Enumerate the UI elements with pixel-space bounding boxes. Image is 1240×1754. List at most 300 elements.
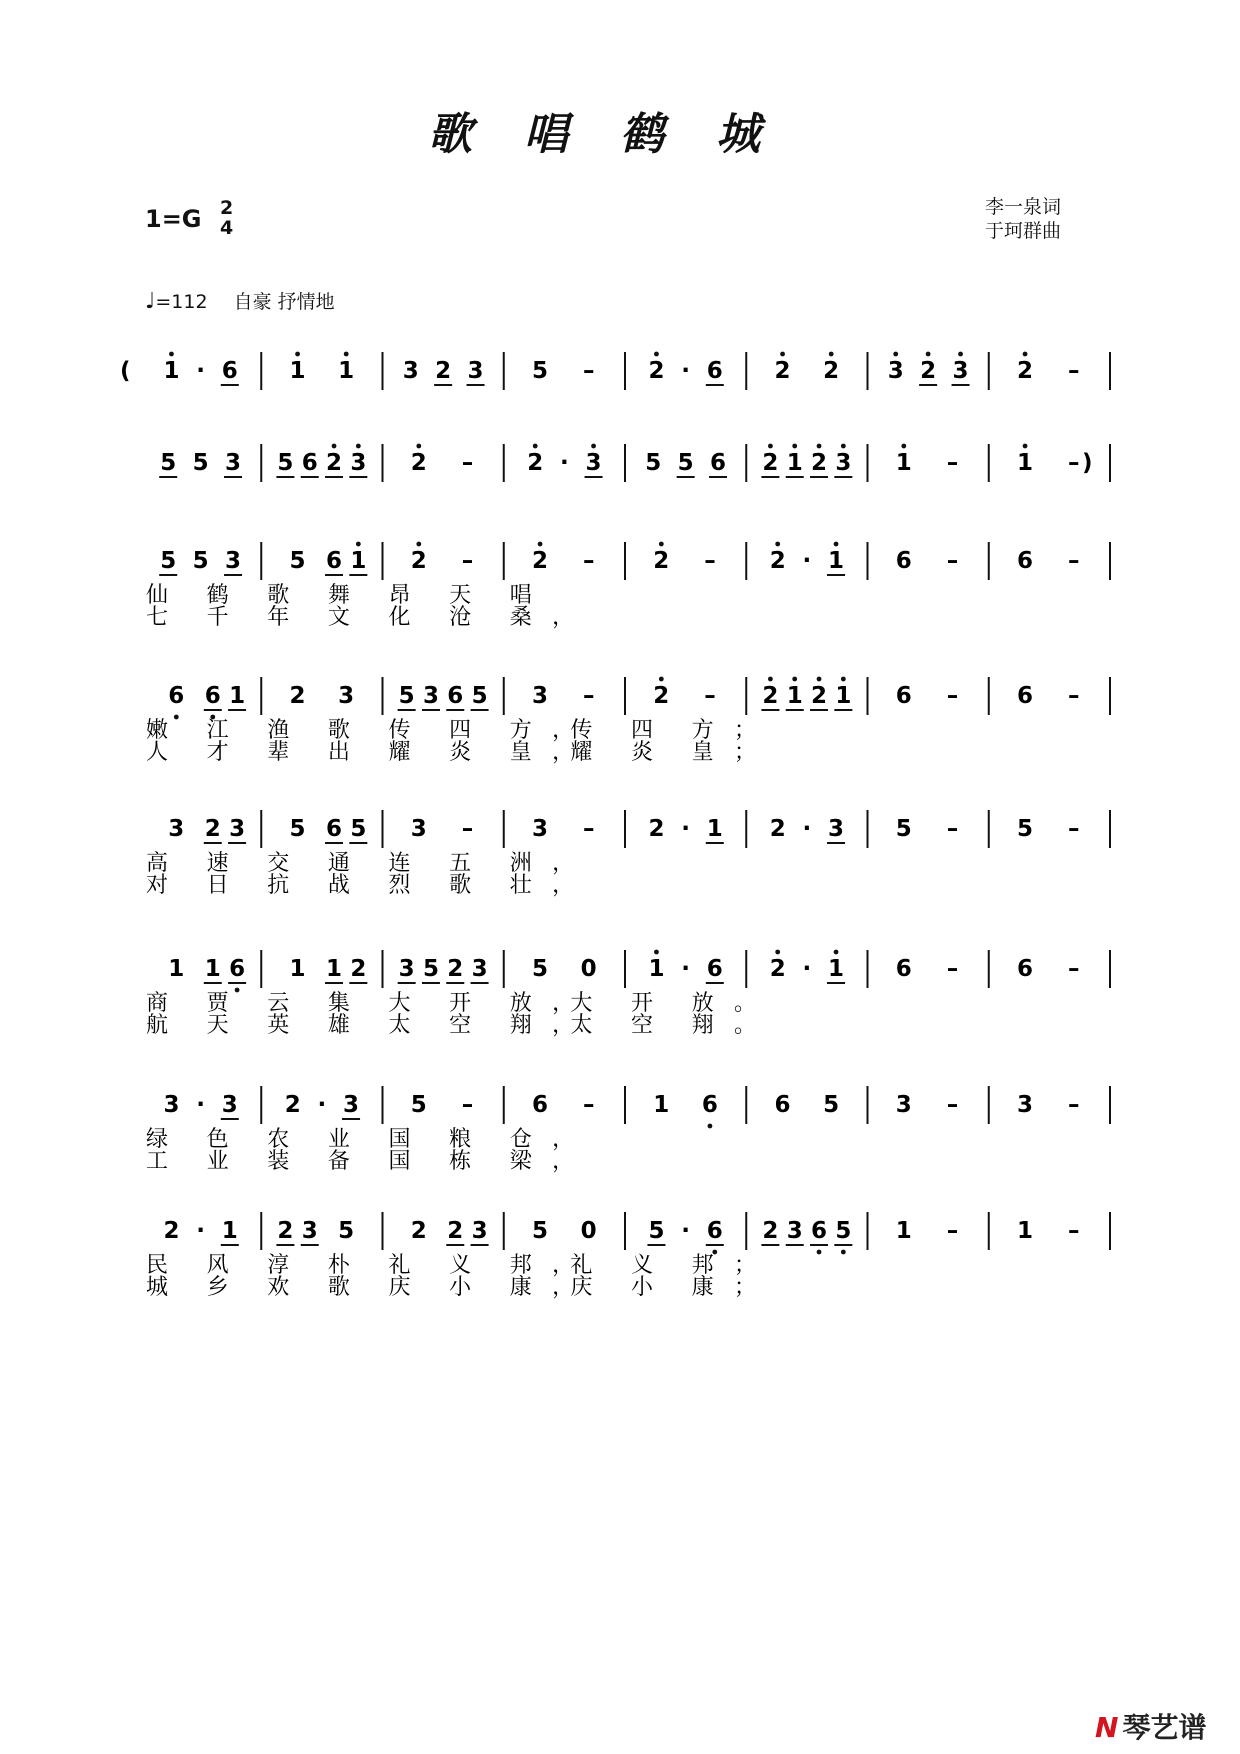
note: 3: [786, 1218, 803, 1244]
note: 6: [204, 683, 221, 709]
lyric-char: 耀: [388, 740, 411, 765]
note: –: [1067, 548, 1080, 574]
note: 5: [160, 450, 177, 476]
lyric-char: ，: [552, 1149, 575, 1174]
octave-dot-high: [654, 352, 659, 357]
note: 1: [1017, 1218, 1034, 1244]
note: ·: [681, 816, 690, 842]
lyric-char: 邦: [691, 1253, 714, 1278]
note: 5: [532, 1218, 549, 1244]
note: 5: [1017, 816, 1034, 842]
octave-dot-low: [174, 715, 179, 720]
logo-mark-icon: N: [1095, 1711, 1119, 1744]
octave-dot-high: [169, 352, 174, 357]
tempo-bpm: =112: [155, 291, 208, 313]
octave-dot-high: [841, 444, 846, 449]
lyric-char: 嫩: [146, 718, 169, 743]
lyric-char: 国: [388, 1149, 411, 1174]
note: 5: [895, 816, 912, 842]
note: 2: [532, 548, 549, 574]
note: 2: [762, 1218, 779, 1244]
note: 1: [326, 956, 343, 982]
note: 2: [326, 450, 343, 476]
note: 1: [828, 548, 845, 574]
lyric-char: 七: [146, 605, 169, 630]
octave-dot-low: [841, 1250, 846, 1255]
octave-dot-high: [817, 444, 822, 449]
lyric-char: 歌: [267, 583, 290, 608]
note: ·: [196, 358, 205, 384]
note: 5: [835, 1218, 852, 1244]
lyric-char: ，: [552, 1013, 575, 1038]
note: 5: [192, 548, 209, 574]
note: –: [704, 683, 716, 709]
lyric-char: 传: [570, 718, 593, 743]
note: ·: [560, 450, 569, 476]
note: ·: [681, 956, 690, 982]
lyric-char: 康: [691, 1275, 714, 1300]
time-numerator: 2: [220, 197, 234, 219]
note: 6: [706, 1218, 723, 1244]
lyric-char: 大: [570, 991, 593, 1016]
lyric-char: 乡: [206, 1275, 229, 1300]
note: 2: [653, 683, 670, 709]
lyric-char: 壮: [509, 873, 532, 898]
lyric-char: 放: [509, 991, 532, 1016]
lyric-char: ；: [733, 1253, 756, 1278]
repeat-open: (: [120, 358, 131, 384]
note: 1: [1017, 450, 1034, 476]
octave-dot-high: [1023, 444, 1028, 449]
note: 6: [221, 358, 238, 384]
note: 3: [398, 956, 415, 982]
lyric-char: 义: [449, 1253, 472, 1278]
note: –: [1067, 956, 1080, 982]
note: ·: [681, 358, 690, 384]
logo-text: 琴艺谱: [1122, 1711, 1207, 1744]
lyric-char: 战: [327, 873, 350, 898]
lyric-char: 天: [449, 583, 472, 608]
lyric-char: 歌: [327, 1275, 350, 1300]
lyric-char: 开: [449, 991, 472, 1016]
octave-dot-low: [235, 988, 240, 993]
note: 6: [447, 683, 464, 709]
note: 5: [277, 450, 294, 476]
repeat-close: ): [1082, 450, 1093, 476]
lyric-char: 装: [267, 1149, 290, 1174]
note: 6: [895, 548, 912, 574]
octave-dot-high: [775, 950, 780, 955]
note: 2: [811, 450, 828, 476]
quarter-note-icon: ♩: [145, 289, 156, 314]
octave-dot-high: [591, 444, 596, 449]
lyric-char: 交: [267, 851, 290, 876]
note: 3: [895, 1092, 912, 1118]
octave-dot-high: [834, 950, 839, 955]
lyric-char: 传: [388, 718, 411, 743]
note: 1: [338, 358, 355, 384]
note: 6: [168, 683, 185, 709]
note: 3: [221, 1092, 238, 1118]
octave-dot-high: [659, 542, 664, 547]
lyric-char: 天: [206, 1013, 229, 1038]
octave-dot-high: [344, 352, 349, 357]
octave-dot-high: [659, 677, 664, 682]
note: 6: [1017, 956, 1034, 982]
note: 5: [677, 450, 694, 476]
lyric-char: 才: [206, 740, 229, 765]
note: 1: [706, 816, 723, 842]
note: 5: [471, 683, 488, 709]
note: 6: [710, 450, 727, 476]
note: 3: [350, 450, 367, 476]
lyric-char: 洲: [509, 851, 532, 876]
lyric-char: 小: [631, 1275, 654, 1300]
note: 6: [326, 548, 343, 574]
octave-dot-high: [893, 352, 898, 357]
note: ·: [802, 548, 812, 574]
lyric-char: 出: [327, 740, 350, 765]
note: –: [1067, 450, 1080, 476]
lyric-char: 庆: [388, 1275, 411, 1300]
note: –: [946, 548, 959, 574]
lyric-char: 人: [146, 740, 169, 765]
lyric-char: ；: [733, 740, 756, 765]
octave-dot-low: [817, 1250, 822, 1255]
lyric-char: 。: [733, 991, 756, 1016]
octave-dot-high: [958, 352, 963, 357]
note: 2: [410, 1218, 427, 1244]
note: 6: [229, 956, 246, 982]
note: 3: [225, 450, 242, 476]
key-signature: 1=G: [145, 205, 202, 233]
octave-dot-low: [708, 1124, 713, 1129]
note: 5: [160, 548, 177, 574]
note: 2: [410, 548, 427, 574]
lyric-char: 仓: [509, 1127, 532, 1152]
note: 3: [471, 956, 488, 982]
note: 3: [828, 816, 845, 842]
lyric-char: ，: [552, 1127, 575, 1152]
lyric-char: 太: [570, 1013, 593, 1038]
note: 3: [952, 358, 969, 384]
lyric-char: ；: [733, 1275, 756, 1300]
page-title: 歌唱鹤城: [428, 109, 812, 160]
lyric-char: 梁: [509, 1149, 532, 1174]
lyric-char: ，: [552, 605, 575, 630]
note: 3: [168, 816, 185, 842]
note: –: [704, 548, 716, 574]
lyric-char: 礼: [388, 1253, 411, 1278]
lyric-char: 商: [146, 991, 169, 1016]
note: 1: [648, 956, 665, 982]
lyric-char: 民: [146, 1253, 169, 1278]
note: 1: [786, 450, 803, 476]
note: 3: [163, 1092, 180, 1118]
note: 5: [823, 1092, 840, 1118]
note: 2: [350, 956, 367, 982]
note: 5: [289, 816, 306, 842]
octave-dot-high: [356, 444, 361, 449]
note: 1: [289, 956, 306, 982]
lyric-char: 鹤: [206, 583, 229, 608]
octave-dot-high: [829, 352, 834, 357]
lyric-char: 雄: [327, 1013, 350, 1038]
note: 5: [350, 816, 367, 842]
note: 2: [447, 956, 464, 982]
lyric-char: ，: [552, 1253, 575, 1278]
lyric-char: 庆: [570, 1275, 593, 1300]
note: –: [582, 816, 595, 842]
octave-dot-high: [780, 352, 785, 357]
note: 2: [653, 548, 670, 574]
note: 2: [762, 683, 779, 709]
lyric-char: 抗: [267, 873, 290, 898]
composer-credit: 于珂群曲: [985, 220, 1062, 242]
octave-dot-high: [654, 950, 659, 955]
note: 6: [532, 1092, 549, 1118]
note: 1: [895, 450, 912, 476]
note: 2: [435, 358, 452, 384]
note: 1: [229, 683, 246, 709]
lyric-char: 歌: [327, 718, 350, 743]
lyric-char: 江: [206, 718, 229, 743]
octave-dot-high: [416, 542, 421, 547]
lyric-char: 四: [631, 718, 654, 743]
note: 3: [301, 1218, 318, 1244]
note: ·: [317, 1092, 327, 1118]
note: 5: [648, 1218, 665, 1244]
lyric-char: 桑: [509, 605, 532, 630]
octave-dot-high: [295, 352, 300, 357]
lyric-char: ，: [552, 851, 575, 876]
lyric-char: 太: [388, 1013, 411, 1038]
octave-dot-high: [538, 542, 543, 547]
note: –: [1067, 816, 1080, 842]
note: 0: [580, 1218, 597, 1244]
note: –: [1067, 683, 1080, 709]
note: 1: [895, 1218, 912, 1244]
note: 3: [532, 683, 549, 709]
note: 6: [895, 956, 912, 982]
note: –: [461, 450, 474, 476]
lyric-char: 小: [449, 1275, 472, 1300]
note: 3: [835, 450, 852, 476]
note: 6: [774, 1092, 791, 1118]
note: 3: [343, 1092, 360, 1118]
lyric-char: ；: [733, 718, 756, 743]
lyric-char: 栋: [449, 1149, 472, 1174]
octave-dot-high: [416, 444, 421, 449]
octave-dot-high: [332, 444, 337, 449]
note: 3: [887, 358, 904, 384]
lyric-char: 烈: [388, 873, 411, 898]
note: 2: [823, 358, 840, 384]
note: 6: [326, 816, 343, 842]
lyric-char: 义: [631, 1253, 654, 1278]
note: –: [1067, 1092, 1080, 1118]
lyric-char: 邦: [509, 1253, 532, 1278]
note: 6: [301, 450, 318, 476]
note: –: [461, 816, 474, 842]
note: –: [946, 1218, 959, 1244]
note: 3: [225, 548, 242, 574]
note: 3: [585, 450, 602, 476]
note: 5: [645, 450, 662, 476]
lyric-char: 文: [327, 605, 350, 630]
octave-dot-high: [834, 542, 839, 547]
lyricist-credit: 李一泉词: [985, 196, 1062, 218]
lyric-char: 放: [691, 991, 714, 1016]
lyric-char: 沧: [449, 605, 472, 630]
octave-dot-high: [901, 444, 906, 449]
lyric-char: 贾: [206, 991, 229, 1016]
note: –: [461, 1092, 474, 1118]
note: 3: [229, 816, 246, 842]
note: –: [582, 1092, 595, 1118]
note: 2: [920, 358, 937, 384]
note: 2: [284, 1092, 301, 1118]
note: 2: [289, 683, 306, 709]
note: 1: [289, 358, 306, 384]
lyric-char: 空: [449, 1013, 472, 1038]
note: 2: [811, 683, 828, 709]
note: 2: [648, 358, 665, 384]
octave-dot-high: [792, 677, 797, 682]
lyric-char: 连: [388, 851, 411, 876]
octave-dot-high: [533, 444, 538, 449]
note: 3: [338, 683, 355, 709]
note: 5: [338, 1218, 355, 1244]
note: 1: [204, 956, 221, 982]
note: 1: [163, 358, 180, 384]
note: 1: [350, 548, 367, 574]
lyric-char: 渔: [267, 718, 290, 743]
note: 3: [1017, 1092, 1034, 1118]
lyric-char: 皇: [509, 740, 532, 765]
note: ·: [802, 816, 812, 842]
lyric-char: 城: [146, 1275, 169, 1300]
tempo-mood: 自豪 抒情地: [233, 291, 335, 313]
lyric-char: 炎: [631, 740, 654, 765]
note: –: [946, 450, 959, 476]
note: ·: [802, 956, 812, 982]
note: 2: [774, 358, 791, 384]
lyric-char: 辈: [267, 740, 290, 765]
lyric-char: 大: [388, 991, 411, 1016]
note: 2: [277, 1218, 294, 1244]
lyric-char: 国: [388, 1127, 411, 1152]
note: 5: [289, 548, 306, 574]
note: 5: [532, 956, 549, 982]
note: 1: [168, 956, 185, 982]
lyric-char: 开: [631, 991, 654, 1016]
note: 1: [786, 683, 803, 709]
lyric-char: 粮: [449, 1127, 472, 1152]
note: 3: [422, 683, 439, 709]
lyric-char: 风: [206, 1253, 229, 1278]
lyric-char: 欢: [267, 1275, 290, 1300]
lyric-char: 翔: [509, 1013, 532, 1038]
note: –: [582, 358, 595, 384]
note: 1: [221, 1218, 238, 1244]
lyric-char: 淳: [267, 1253, 290, 1278]
lyric-char: 高: [146, 851, 169, 876]
lyric-char: 对: [146, 873, 169, 898]
note: 1: [828, 956, 845, 982]
note: ·: [681, 1218, 690, 1244]
octave-dot-high: [926, 352, 931, 357]
note: 2: [204, 816, 221, 842]
lyric-char: 四: [449, 718, 472, 743]
lyric-char: 翔: [691, 1013, 714, 1038]
note: –: [582, 683, 595, 709]
lyric-char: 农: [267, 1127, 290, 1152]
lyric-char: 礼: [570, 1253, 593, 1278]
octave-dot-high: [356, 542, 361, 547]
note: 6: [706, 358, 723, 384]
note: –: [461, 548, 474, 574]
note: 2: [769, 956, 786, 982]
lyric-char: 化: [388, 605, 411, 630]
note: 6: [1017, 548, 1034, 574]
lyric-char: 千: [206, 605, 229, 630]
lyric-char: 业: [327, 1127, 350, 1152]
note: 3: [532, 816, 549, 842]
lyric-char: 绿: [146, 1127, 169, 1152]
note: –: [1067, 358, 1080, 384]
lyric-char: ，: [552, 740, 575, 765]
lyric-char: 通: [327, 851, 350, 876]
lyric-char: 备: [327, 1149, 350, 1174]
note: 2: [1017, 358, 1034, 384]
lyric-char: 云: [267, 991, 290, 1016]
note: 6: [701, 1092, 718, 1118]
note: 3: [471, 1218, 488, 1244]
lyric-char: 五: [449, 851, 472, 876]
lyric-char: 耀: [570, 740, 593, 765]
lyric-char: 工: [146, 1149, 169, 1174]
note: 2: [410, 450, 427, 476]
octave-dot-high: [841, 677, 846, 682]
note: 2: [769, 816, 786, 842]
note: –: [946, 816, 959, 842]
note: 3: [402, 358, 419, 384]
lyric-char: ，: [552, 873, 575, 898]
note: 6: [895, 683, 912, 709]
lyric-char: ，: [552, 718, 575, 743]
note: –: [1067, 1218, 1080, 1244]
lyric-char: 歌: [449, 873, 472, 898]
note: 6: [706, 956, 723, 982]
note: –: [946, 1092, 959, 1118]
octave-dot-high: [792, 444, 797, 449]
note: 2: [648, 816, 665, 842]
publisher-logo: [1095, 1706, 1206, 1746]
note: 0: [580, 956, 597, 982]
lyric-char: 康: [509, 1275, 532, 1300]
note: 2: [447, 1218, 464, 1244]
note: 2: [163, 1218, 180, 1244]
octave-dot-high: [768, 444, 773, 449]
note: 5: [422, 956, 439, 982]
note: ·: [196, 1218, 205, 1244]
lyric-char: 方: [509, 718, 532, 743]
note: 6: [811, 1218, 828, 1244]
note: 6: [1017, 683, 1034, 709]
lyric-char: ，: [552, 991, 575, 1016]
octave-dot-high: [817, 677, 822, 682]
